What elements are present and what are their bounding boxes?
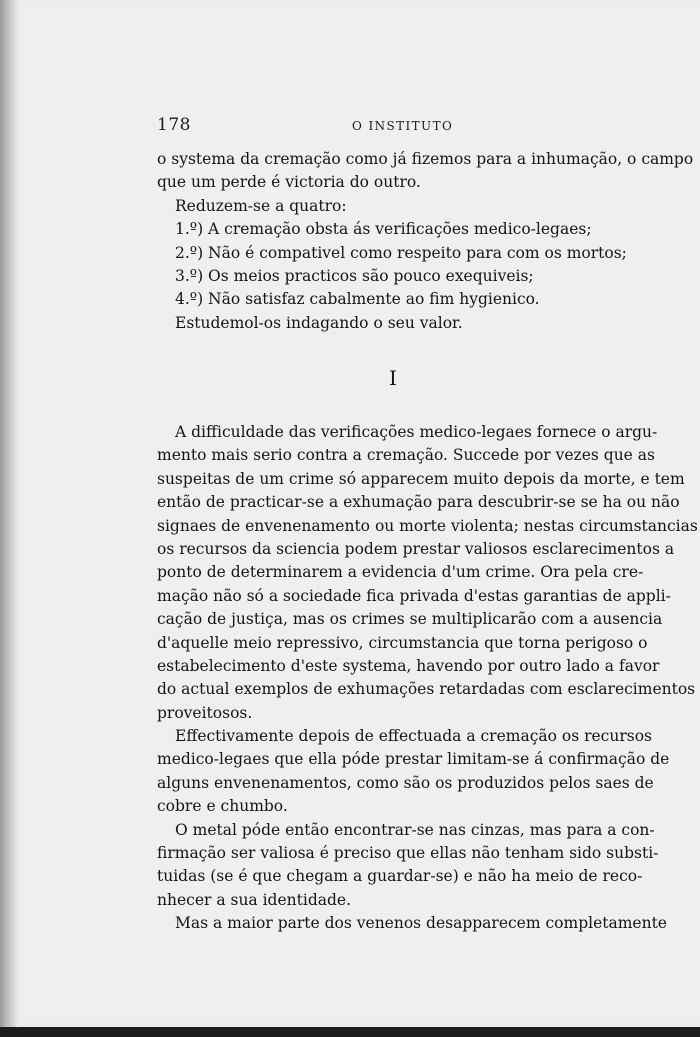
text-line: O metal póde então encontrar-se nas cinzas, mas para a con- bbox=[175, 820, 655, 839]
objection-item-1: 1.º) A cremação obsta ás verificações medico-legaes; bbox=[175, 220, 592, 239]
journal-title: O INSTITUTO bbox=[352, 119, 454, 133]
text-line: suspeitas de um crime só apparecem muito depois da morte, e tem bbox=[157, 469, 685, 488]
text-line: mento mais serio contra a cremação. Succede por vezes que as bbox=[157, 446, 655, 465]
text-line: ponto de determinarem a evidencia d'um crime. Ora pela cre- bbox=[157, 563, 644, 582]
text-line: medico-legaes que ella póde prestar limitam-se á confirmação de bbox=[157, 750, 670, 769]
text-line: mação não só a sociedade fica privada d'estas garantias de appli- bbox=[157, 586, 671, 605]
text-line: nhecer a sua identidade. bbox=[157, 890, 352, 909]
objection-item-4: 4.º) Não satisfaz cabalmente ao fim hygienico. bbox=[175, 290, 540, 309]
objection-item-2: 2.º) Não é compativel como respeito para com os mortos; bbox=[175, 243, 627, 262]
running-head bbox=[157, 113, 629, 139]
text-line: alguns envenenamentos, como são os produzidos pelos saes de bbox=[157, 773, 654, 792]
text-line: signaes de envenenamento ou morte violenta; nestas circumstancias bbox=[157, 516, 698, 535]
text-line: estabelecimento d'este systema, havendo por outro lado a favor bbox=[157, 656, 660, 675]
text-line: Mas a maior parte dos venenos desapparecem completamente bbox=[175, 914, 667, 933]
text-line: Reduzem-se a quatro: bbox=[175, 196, 347, 215]
text-line: firmação ser valiosa é preciso que ellas não tenham sido substi- bbox=[157, 844, 659, 863]
page-gutter-shadow bbox=[0, 0, 20, 1027]
text-line: d'aquelle meio repressivo, circumstancia que torna perigoso o bbox=[157, 633, 648, 652]
body-block bbox=[157, 421, 698, 936]
text-line: cação de justiça, mas os crimes se multiplicarão com a ausencia bbox=[157, 610, 663, 629]
objection-item-3: 3.º) Os meios practicos são pouco exequiveis; bbox=[175, 266, 534, 285]
text-line: Effectivamente depois de effectuada a cremação os recursos bbox=[175, 727, 652, 746]
text-line: então de practicar-se a exhumação para descubrir-se se ha ou não bbox=[157, 493, 680, 512]
text-line: cobre e chumbo. bbox=[157, 797, 288, 816]
scan-bottom-edge bbox=[0, 1027, 700, 1037]
text-line: que um perde é victoria do outro. bbox=[157, 173, 421, 192]
text-line: proveitosos. bbox=[157, 703, 253, 722]
section-heading: I bbox=[389, 366, 397, 390]
text-line: os recursos da sciencia podem prestar valiosos esclarecimentos a bbox=[157, 539, 675, 558]
text-line: o systema da cremação como já fizemos para a inhumação, o campo bbox=[157, 150, 694, 168]
text-line: Estudemol-os indagando o seu valor. bbox=[175, 313, 463, 332]
intro-block bbox=[157, 148, 694, 335]
page-number: 178 bbox=[157, 115, 191, 135]
text-line: A difficuldade das verificações medico-legaes fornece o argu- bbox=[175, 423, 658, 441]
text-line: tuidas (se é que chegam a guardar-se) e não ha meio de reco- bbox=[157, 867, 643, 886]
text-line: do actual exemplos de exhumações retardadas com esclarecimentos bbox=[157, 680, 696, 699]
